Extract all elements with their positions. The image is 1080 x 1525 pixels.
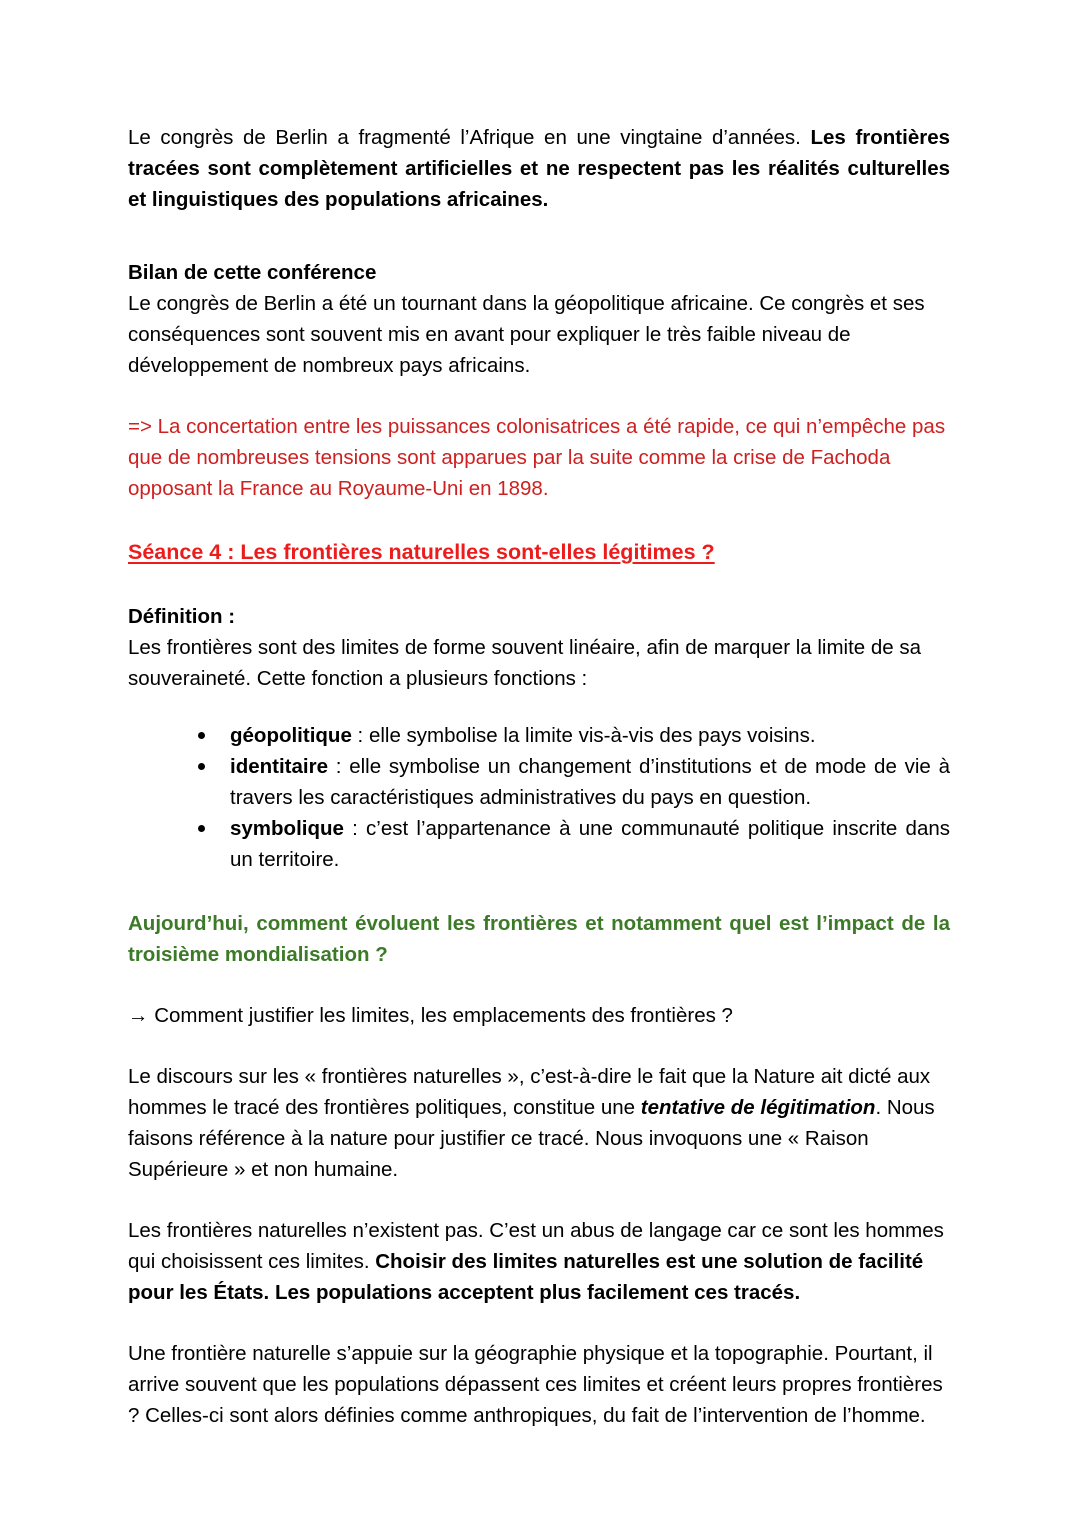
seance-heading: Séance 4 : Les frontières naturelles sont-elles légitimes ?: [128, 540, 715, 564]
spacer: [128, 381, 950, 411]
function-list: [128, 720, 950, 875]
discourse-text-part1: Le discours sur les « frontières naturelles », c’est-à-dire le fait que la Nature ait dicté aux hommes le tracé des frontières politiques, constitue une: [128, 1065, 931, 1119]
list-item: [128, 751, 950, 813]
list-item-term: géopolitique: [230, 724, 352, 747]
list-item: [128, 720, 950, 751]
spacer: [128, 1185, 950, 1215]
spacer: [128, 504, 950, 537]
spacer: [128, 1031, 950, 1061]
document-body: [128, 122, 950, 1431]
bilan-paragraph: Le congrès de Berlin a été un tournant dans la géopolitique africaine. Ce congrès et ses conséquences sont souvent mis en avant pour expliquer le très faible niveau de développement de nombreux pays africains.: [128, 292, 925, 377]
arrow-question-paragraph: [128, 1000, 950, 1031]
intro-bold-text: Les frontières tracées sont complètement artificielles et ne respectent pas les réalités culturelles et linguistiques des populations africaines.: [128, 126, 950, 211]
definition-paragraph: Les frontières sont des limites de forme souvent linéaire, afin de marquer la limite de sa souveraineté. Cette fonction a plusieurs fonctions :: [128, 636, 922, 690]
spacer: [128, 215, 950, 257]
bullet-dot-icon: [198, 825, 205, 832]
abuse-text-bold: Choisir des limites naturelles est une solution de facilité pour les États. Les populations acceptent plus facilement ces tracés.: [128, 1250, 924, 1304]
red-note-paragraph: => La concertation entre les puissances colonisatrices a été rapide, ce qui n’empêche pas que de nombreuses tensions sont apparues par la suite comme la crise de Fachoda opposant la France au Royaume-Uni en 1898.: [128, 415, 946, 500]
definition-heading: Définition :: [128, 605, 236, 628]
topography-paragraph: Une frontière naturelle s’appuie sur la géographie physique et la topographie. Pourtant, il arrive souvent que les populations dépassent ces limites et créent leurs propres frontières ? Celles-ci sont alors définies comme anthropiques, du fait de l’intervention de l’homme.: [128, 1342, 943, 1427]
bilan-heading: Bilan de cette conférence: [128, 261, 377, 284]
spacer: [128, 568, 950, 601]
list-item-term: identitaire: [230, 755, 328, 778]
list-item-term: symbolique: [230, 817, 344, 840]
spacer: [128, 1308, 950, 1338]
discourse-emphasis: tentative de légitimation: [640, 1096, 876, 1119]
discourse-text-part2: . Nous faisons référence à la nature pour justifier ce tracé. Nous invoquons une « Raison Supérieure » et non humaine.: [128, 1096, 935, 1181]
spacer: [128, 875, 950, 908]
list-item: [128, 813, 950, 875]
bullet-dot-icon: [198, 732, 205, 739]
intro-paragraph: [128, 122, 950, 215]
bullet-dot-icon: [198, 763, 205, 770]
spacer: [128, 694, 950, 720]
green-question-paragraph: Aujourd’hui, comment évoluent les frontières et notamment quel est l’impact de la troisième mondialisation ?: [128, 912, 950, 966]
intro-normal-text: Le congrès de Berlin a fragmenté l’Afrique en une vingtaine d’années.: [128, 126, 811, 149]
arrow-right-icon: →: [128, 1004, 149, 1027]
list-item-text: : c’est l’appartenance à une communauté politique inscrite dans un territoire.: [230, 817, 950, 871]
list-item-text: : elle symbolise un changement d’institutions et de mode de vie à travers les caractéristiques administratives du pays en question.: [230, 755, 950, 809]
abuse-paragraph: [128, 1215, 950, 1308]
spacer: [128, 970, 950, 1000]
arrow-question-text: Comment justifier les limites, les emplacements des frontières ?: [148, 1004, 733, 1027]
abuse-text-normal: Les frontières naturelles n’existent pas. C’est un abus de langage car ce sont les hommes qui choisissent ces limites.: [128, 1219, 944, 1273]
discourse-paragraph: [128, 1061, 950, 1185]
list-item-text: : elle symbolise la limite vis-à-vis des pays voisins.: [351, 724, 816, 747]
